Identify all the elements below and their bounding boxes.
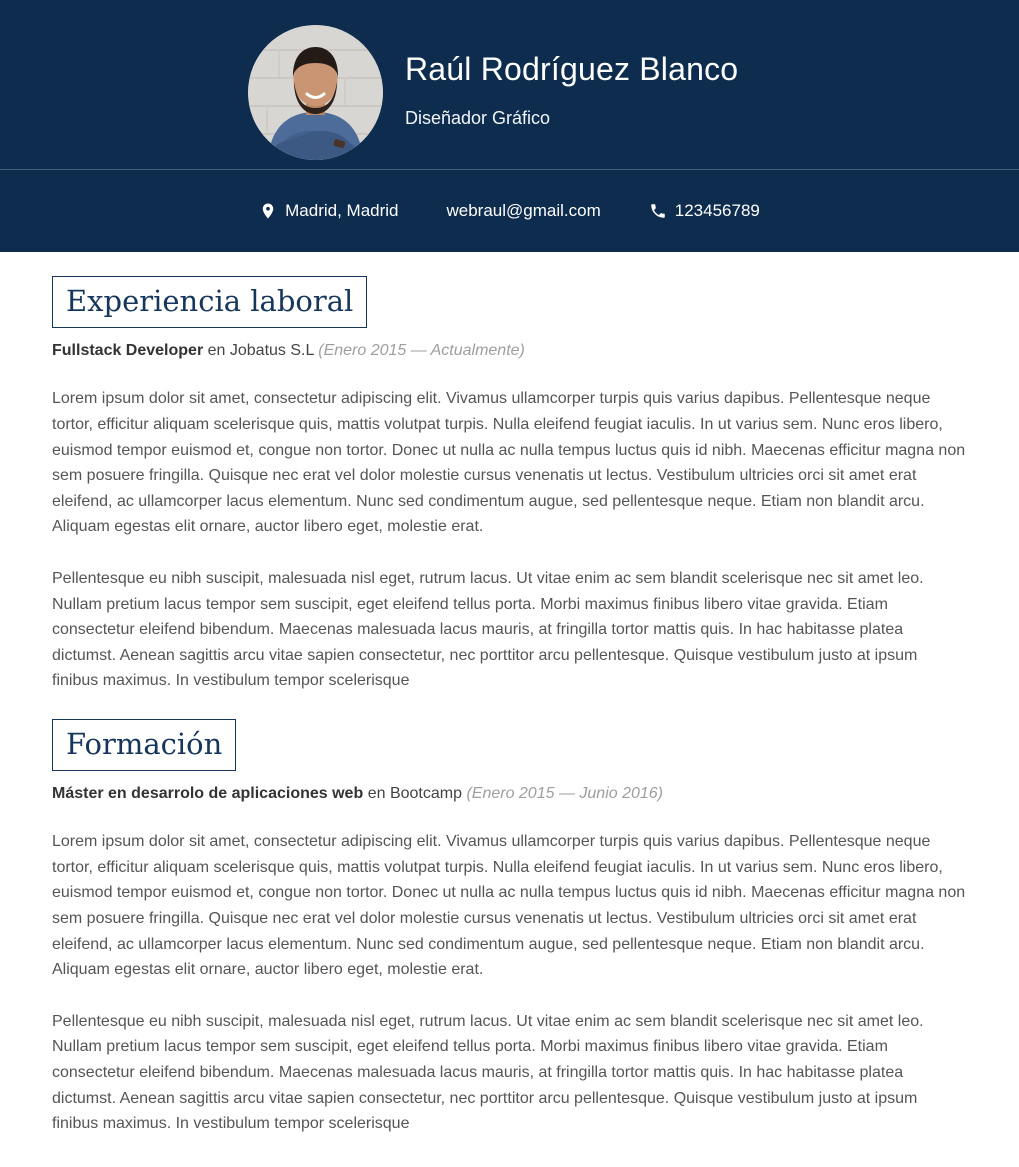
entry-period: (Enero 2015 — Actualmente) bbox=[318, 342, 525, 360]
section-formacion bbox=[52, 719, 967, 1137]
map-pin-icon bbox=[259, 202, 277, 220]
entry-organization: Jobatus S.L bbox=[229, 342, 314, 360]
section-title: Experiencia laboral bbox=[52, 276, 367, 328]
contact-email bbox=[447, 201, 601, 221]
experience-paragraph: Lorem ipsum dolor sit amet, consectetur adipiscing elit. Vivamus ullamcorper turpis quis varius dapibus. Pellentesque neque tortor, efficitur aliquam scelerisque quis, mattis volutpat turpis. Nulla eleifend feugiat iaculis. In ut varius sem. Nunc eros libero, euismod tempor euismod et, congue non tortor. Donec ut nulla ac nulla tempus luctus quis id nibh. Maecenas efficitur magna non sem posuere fringilla. Quisque nec erat vel dolor molestie cursus venenatis ut lectus. Vestibulum ultricies orci sit amet erat eleifend, ac ullamcorper lacus elementum. Nunc sed condimentum augue, sed pellentesque neque. Etiam non blandit arcu. Aliquam egestas elit ornare, auctor libero eget, molestie erat. bbox=[52, 390, 966, 536]
entry-role: Máster en desarrolo de aplicaciones web bbox=[52, 785, 364, 803]
experience-paragraph: Pellentesque eu nibh suscipit, malesuada nisl eget, rutrum lacus. Ut vitae enim ac sem blandit scelerisque nec sit amet leo. Nullam pretium lacus tempor sem suscipit, eget eleifend tellus porta. Morbi maximus finibus libero vitae gravida. Etiam consectetur eleifend bibendum. Maecenas malesuada lacus mauris, at fringilla tortor mattis quis. In hac habitasse platea dictumst. Aenean sagittis arcu vitae sapien consectetur, nec porttitor arcu pellentesque. Quisque vestibulum justo at ipsum finibus maximus. In vestibulum tempor scelerisque bbox=[52, 569, 924, 690]
phone-text: 123456789 bbox=[674, 201, 760, 220]
entry-connector: en bbox=[367, 785, 386, 803]
email-text: webraul@gmail.com bbox=[446, 201, 601, 220]
location-text: Madrid, Madrid bbox=[285, 201, 399, 220]
entry-connector: en bbox=[207, 342, 226, 360]
section-experiencia-laboral bbox=[52, 276, 967, 694]
contact-phone bbox=[649, 201, 760, 221]
avatar bbox=[248, 25, 383, 160]
entry-role: Fullstack Developer bbox=[52, 342, 204, 360]
resume-body bbox=[0, 252, 1019, 1167]
section-title: Formación bbox=[52, 719, 236, 771]
experience-entry-heading bbox=[52, 342, 967, 360]
phone-icon bbox=[649, 202, 667, 220]
header-top bbox=[0, 0, 1019, 170]
entry-period: (Enero 2015 — Junio 2016) bbox=[466, 785, 664, 803]
job-title: Diseñador Gráfico bbox=[405, 108, 551, 128]
header bbox=[0, 0, 1019, 252]
profile-photo bbox=[248, 25, 383, 160]
entry-organization: Bootcamp bbox=[389, 785, 462, 803]
identity-block bbox=[405, 25, 738, 129]
page-title: Raúl Rodríguez Blanco bbox=[405, 51, 739, 87]
contact-location bbox=[259, 201, 398, 221]
contact-bar bbox=[0, 170, 1019, 252]
education-paragraph: Lorem ipsum dolor sit amet, consectetur adipiscing elit. Vivamus ullamcorper turpis quis varius dapibus. Pellentesque neque tortor, efficitur aliquam scelerisque quis, mattis volutpat turpis. Nulla eleifend feugiat iaculis. In ut varius sem. Nunc eros libero, euismod tempor euismod et, congue non tortor. Donec ut nulla ac nulla tempus luctus quis id nibh. Maecenas efficitur magna non sem posuere fringilla. Quisque nec erat vel dolor molestie cursus venenatis ut lectus. Vestibulum ultricies orci sit amet erat eleifend, ac ullamcorper lacus elementum. Nunc sed condimentum augue, sed pellentesque neque. Etiam non blandit arcu. Aliquam egestas elit ornare, auctor libero eget, molestie erat. bbox=[52, 833, 966, 979]
education-paragraph: Pellentesque eu nibh suscipit, malesuada nisl eget, rutrum lacus. Ut vitae enim ac sem blandit scelerisque nec sit amet leo. Nullam pretium lacus tempor sem suscipit, eget eleifend tellus porta. Morbi maximus finibus libero vitae gravida. Etiam consectetur eleifend bibendum. Maecenas malesuada lacus mauris, at fringilla tortor mattis quis. In hac habitasse platea dictumst. Aenean sagittis arcu vitae sapien consectetur, nec porttitor arcu pellentesque. Quisque vestibulum justo at ipsum finibus maximus. In vestibulum tempor scelerisque bbox=[52, 1012, 924, 1133]
education-entry-heading bbox=[52, 785, 967, 803]
